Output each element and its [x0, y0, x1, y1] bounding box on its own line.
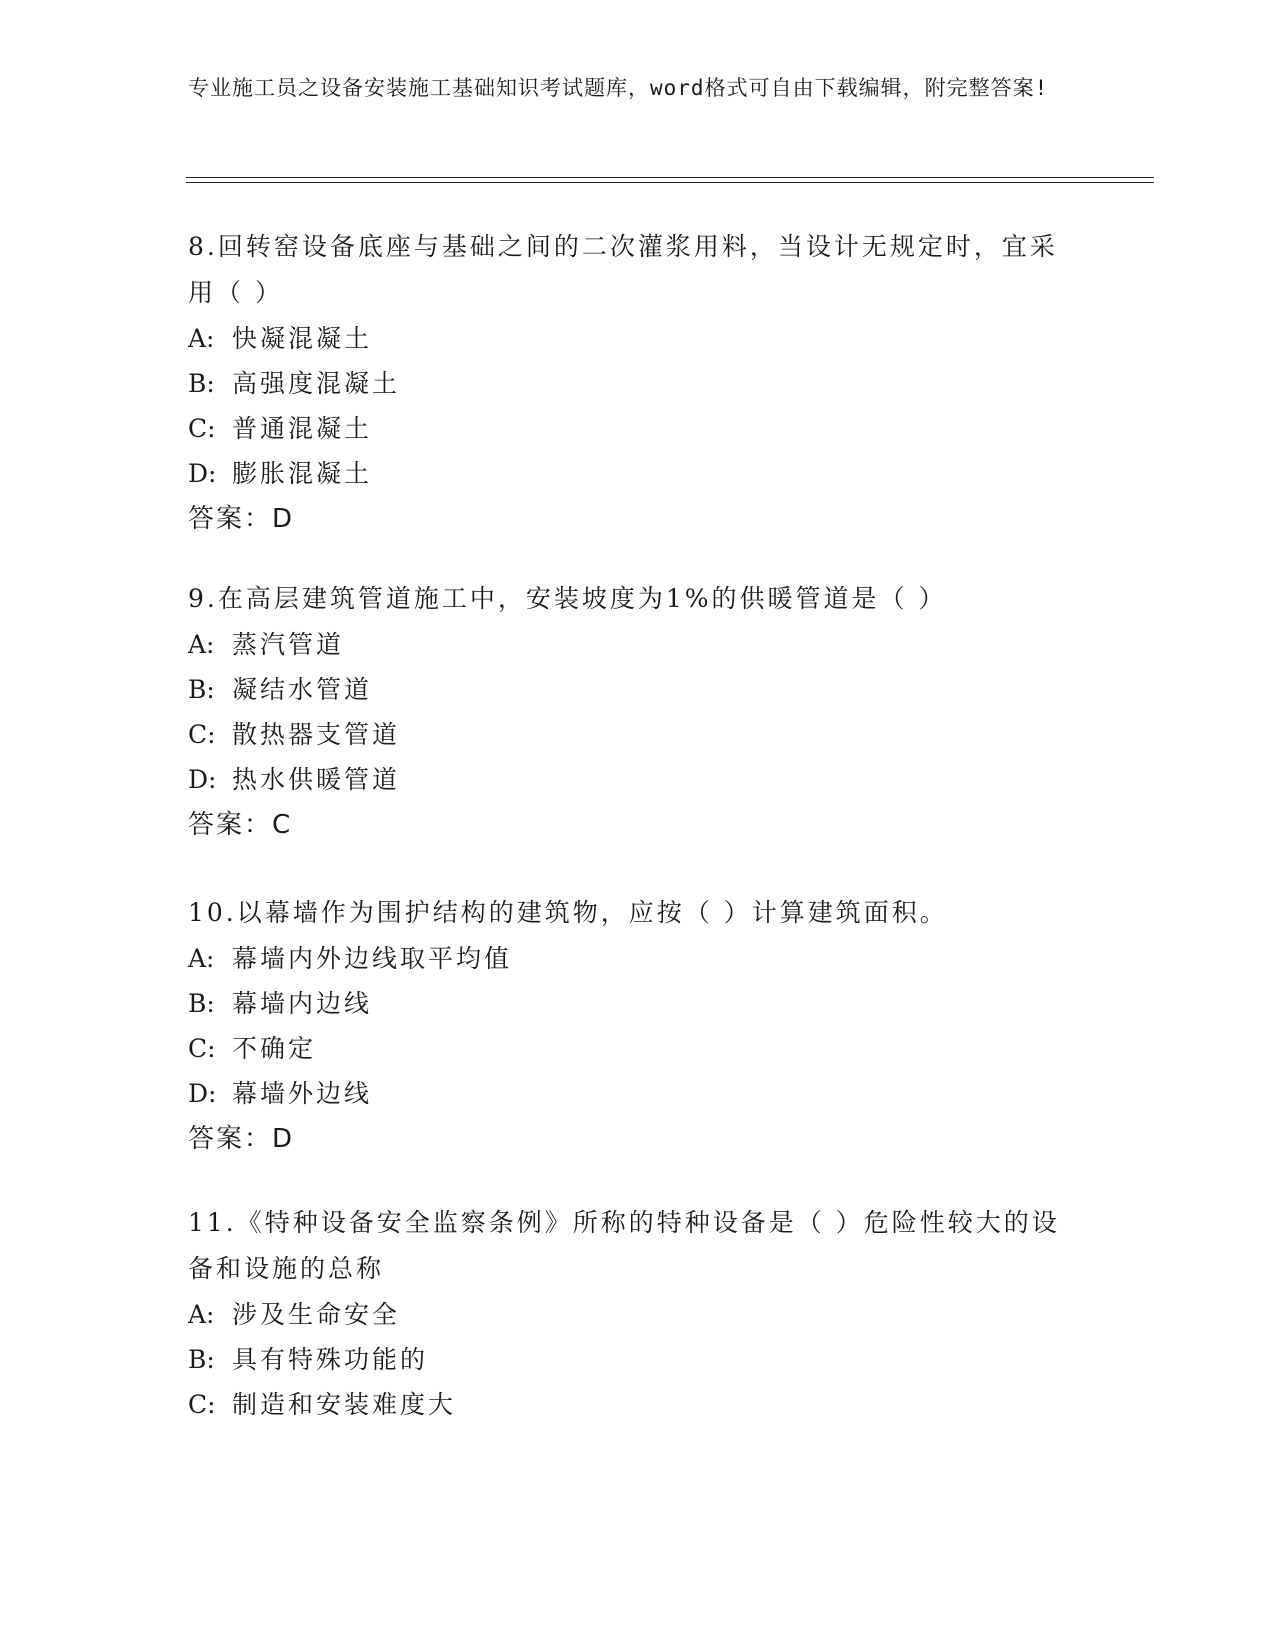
header-divider-bottom	[186, 182, 1154, 183]
option-letter: A:	[188, 944, 215, 973]
option-text: 凝结水管道	[232, 675, 373, 704]
option-letter: C:	[188, 414, 216, 443]
question-stem: 10.以幕墙作为围护结构的建筑物，应按（ ）计算建筑面积。	[188, 898, 948, 927]
option-a	[188, 1292, 1068, 1337]
option-text: 不确定	[232, 1034, 317, 1063]
question-stem: 11.《特种设备安全监察条例》所称的特种设备是（ ）危险性较大的设备和设施的总称	[188, 1208, 1060, 1283]
option-letter: B:	[188, 369, 215, 398]
option-text: 涉及生命安全	[232, 1300, 401, 1329]
option-letter: A:	[188, 630, 215, 659]
question-8	[188, 224, 1068, 542]
option-a	[188, 316, 1068, 361]
option-text: 幕墙内边线	[232, 989, 373, 1018]
option-a	[188, 936, 1068, 981]
option-letter: C:	[188, 1390, 216, 1419]
document-header: 专业施工员之设备安装施工基础知识考试题库，word格式可自由下载编辑，附完整答案!	[188, 76, 1049, 100]
option-text: 散热器支管道	[232, 720, 401, 749]
option-d	[188, 451, 1068, 496]
option-text: 热水供暖管道	[232, 765, 401, 794]
option-text: 幕墙外边线	[232, 1079, 373, 1108]
option-d	[188, 1071, 1068, 1116]
option-text: 制造和安装难度大	[232, 1390, 457, 1419]
answer-line: 答案：D	[188, 1124, 295, 1154]
header-divider-top	[186, 177, 1154, 178]
option-text: 具有特殊功能的	[232, 1345, 429, 1374]
question-9	[188, 576, 1068, 848]
option-letter: A:	[188, 1300, 215, 1329]
option-text: 蒸汽管道	[232, 630, 345, 659]
option-text: 高强度混凝土	[232, 369, 401, 398]
option-letter: B:	[188, 1345, 215, 1374]
option-text: 普通混凝土	[232, 414, 373, 443]
option-letter: B:	[188, 989, 215, 1018]
question-11	[188, 1200, 1068, 1427]
option-text: 快凝混凝土	[232, 324, 373, 353]
option-letter: C:	[188, 720, 216, 749]
option-b	[188, 1337, 1068, 1382]
option-letter: D:	[188, 1079, 217, 1108]
option-letter: B:	[188, 675, 215, 704]
option-letter: A:	[188, 324, 215, 353]
option-d	[188, 757, 1068, 802]
option-letter: D:	[188, 459, 217, 488]
question-10	[188, 890, 1068, 1162]
option-text: 幕墙内外边线取平均值	[232, 944, 513, 973]
answer-line: 答案：C	[188, 810, 293, 840]
option-b	[188, 667, 1068, 712]
option-text: 膨胀混凝土	[232, 459, 373, 488]
option-letter: C:	[188, 1034, 216, 1063]
answer-line: 答案：D	[188, 504, 295, 534]
option-c	[188, 712, 1068, 757]
option-letter: D:	[188, 765, 217, 794]
option-c	[188, 1026, 1068, 1071]
option-b	[188, 361, 1068, 406]
question-stem: 9.在高层建筑管道施工中，安装坡度为1%的供暖管道是（ ）	[188, 584, 947, 613]
option-c	[188, 406, 1068, 451]
option-b	[188, 981, 1068, 1026]
option-c	[188, 1382, 1068, 1427]
option-a	[188, 622, 1068, 667]
question-stem: 8.回转窑设备底座与基础之间的二次灌浆用料，当设计无规定时，宜采用（ ）	[188, 232, 1058, 307]
